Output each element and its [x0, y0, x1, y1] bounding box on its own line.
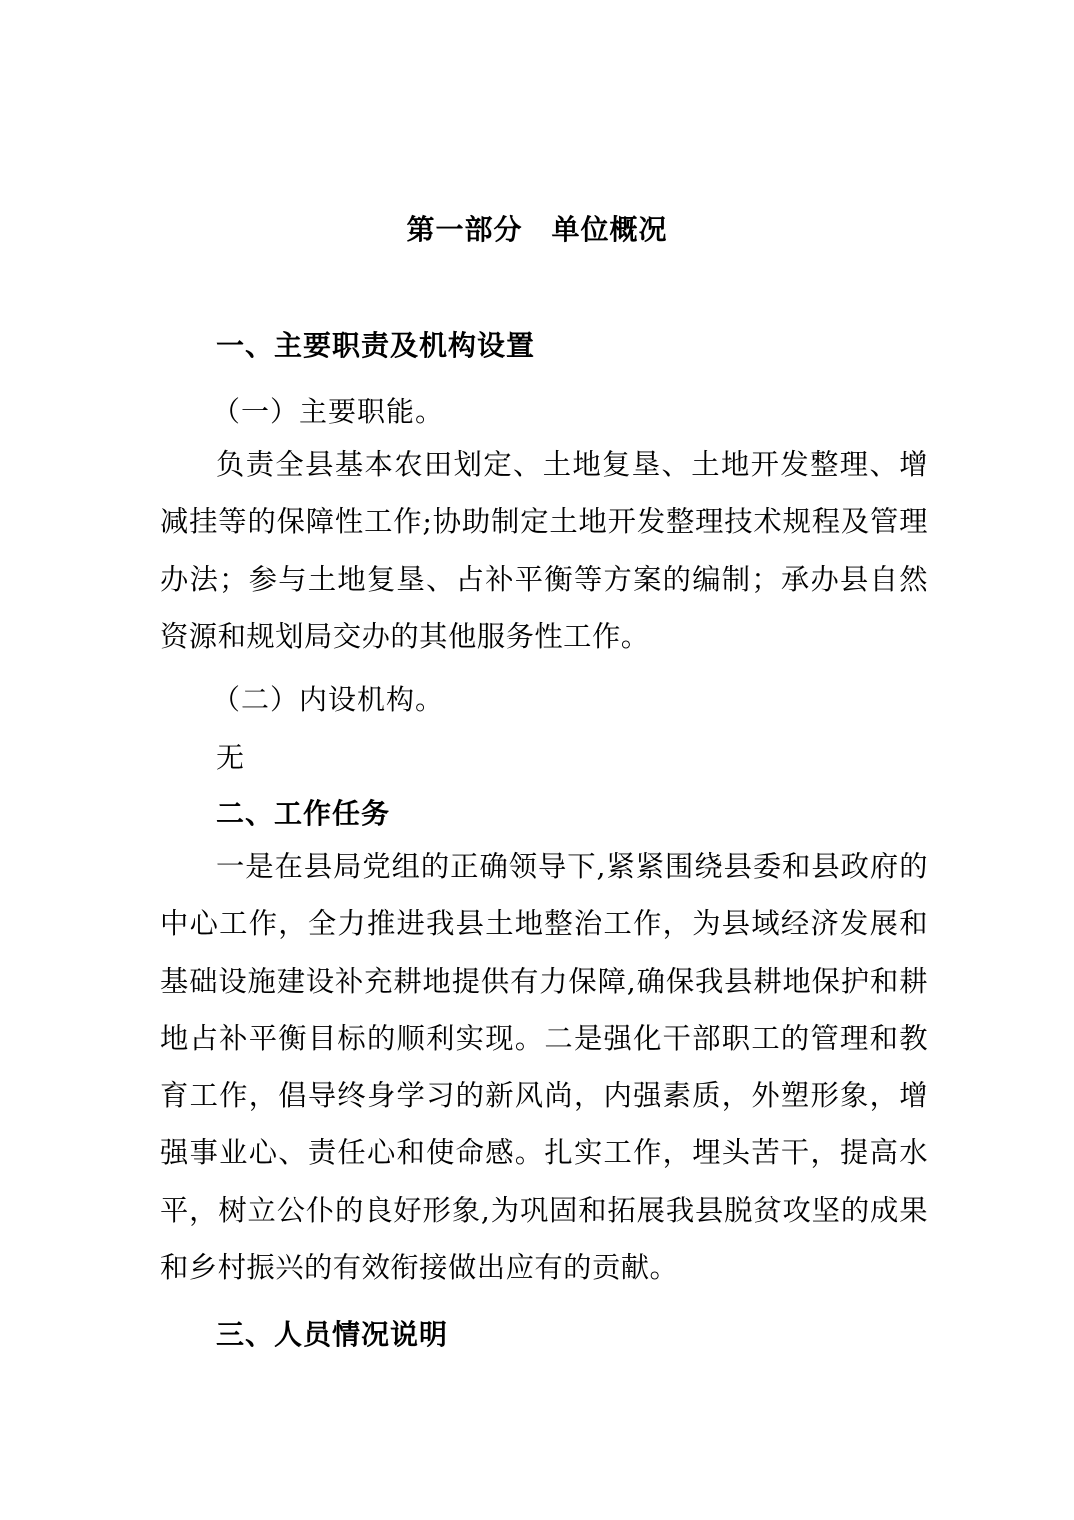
- internal-structure-content: 无: [216, 741, 245, 774]
- section-heading-personnel: 三、人员情况说明: [216, 1318, 449, 1351]
- subheading-internal-structure: （二）内设机构。: [212, 683, 445, 716]
- page-title: 第一部分 单位概况: [406, 213, 668, 246]
- subheading-main-functions: （一）主要职能。: [212, 395, 445, 428]
- section-heading-tasks: 二、工作任务: [216, 797, 391, 830]
- paragraph-tasks: 一是在县局党组的正确领导下,紧紧围绕县委和县政府的中心工作，全力推进我县土地整治工作，为县域经济发展和基础设施建设补充耕地提供有力保障,确保我县耕地保护和耕地占补平衡目标的顺利实现。二是强化干部职工的管理和教育工作，倡导终身学习的新风尚，内强素质，外塑形象，增强事业心、责任心和使命感。扎实工作，埋头苦干，提高水平，树立公仆的良好形象,为巩固和拓展我县脱贫攻坚的成果和乡村振兴的有效衔接做出应有的贡献。: [160, 850, 928, 1285]
- section-heading-duties: 一、主要职责及机构设置: [216, 329, 536, 362]
- paragraph-main-functions: 负责全县基本农田划定、土地复垦、土地开发整理、增减挂等的保障性工作;协助制定土地开发整理技术规程及管理办法；参与土地复垦、占补平衡等方案的编制；承办县自然资源和规划局交办的其他服务性工作。: [160, 448, 928, 653]
